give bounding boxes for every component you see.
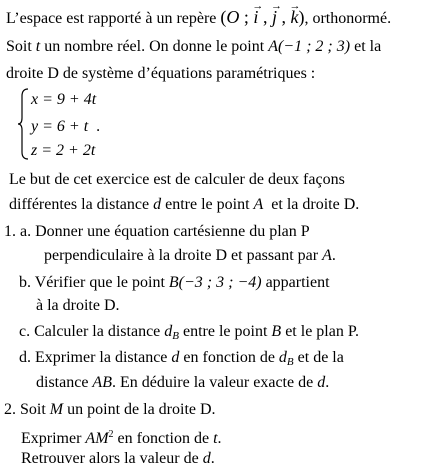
q1a-text: . <box>331 247 336 264</box>
var-t: t <box>213 430 218 447</box>
goal-text: différentes la distance <box>9 196 150 213</box>
q1d-text: et de la <box>297 349 344 366</box>
q1c-line <box>19 322 359 346</box>
repere-notation: (O ; → i , → j , → k) <box>220 7 304 27</box>
var-d: d <box>202 450 211 467</box>
q1b-text: appartient <box>265 274 330 291</box>
q1c-text: entre le point <box>183 323 268 340</box>
q1d-text: en fonction de <box>183 349 275 366</box>
intro-line-1 <box>6 7 391 29</box>
intro-text: et la <box>354 38 382 55</box>
q1a-text: perpendiculaire à la droite D et passant par <box>44 247 319 264</box>
equation-dot: . <box>96 118 101 135</box>
q2-text: un point de la droite D. <box>67 401 216 418</box>
q1d-line-1 <box>19 348 344 372</box>
q2-text: 2. Soit <box>4 401 46 418</box>
var-dB: d <box>278 349 287 366</box>
goal-text: entre le point <box>165 196 250 213</box>
q1b-line-1 <box>19 273 330 293</box>
q1a-line-1: 1. a. Donner une équation cartésienne du plan P <box>4 223 310 240</box>
equation-x: x = 9 + 4t <box>31 91 97 108</box>
q1b-text: b. Vérifier que le point <box>19 274 165 291</box>
q1d-text: d. Exprimer la distance <box>19 349 168 366</box>
q1d-line-2 <box>36 373 329 393</box>
q2-text: . <box>210 450 215 467</box>
equation-y <box>31 117 100 137</box>
var-d: d <box>317 374 326 391</box>
subscript-B: B <box>172 330 179 342</box>
point-M: M <box>49 401 64 418</box>
q1d-text: . En déduire la valeur exacte de <box>111 374 314 391</box>
segment-AB: AB <box>92 374 112 391</box>
segment-AM: AM <box>85 430 109 447</box>
var-t: t <box>35 38 41 55</box>
subscript-B: B <box>286 356 294 368</box>
point-B: B(−3 ; 3 ; −4) <box>168 274 262 291</box>
q1d-text: distance <box>36 374 89 391</box>
superscript-2: 2 <box>108 429 114 440</box>
point-B: B <box>271 323 282 340</box>
point-A: A <box>253 196 264 213</box>
intro-line-3: droite D de système d’équations paramétriques : <box>6 65 316 82</box>
var-d: d <box>153 196 162 213</box>
intro-line-2 <box>6 37 381 57</box>
var-d: d <box>171 349 180 366</box>
q1c-text: c. Calculer la distance <box>19 323 161 340</box>
goal-line-1: Le but de cet exercice est de calculer de deux façons <box>9 171 345 188</box>
left-brace-icon <box>17 88 29 160</box>
intro-text: un nombre réel. On donne le point <box>44 38 265 55</box>
var-dB: d <box>164 323 173 340</box>
equation-y-text: y = 6 + t <box>31 118 89 135</box>
equation-z: z = 2 + 2t <box>31 142 96 159</box>
q2-text: en fonction de <box>117 430 210 447</box>
q2-line-3 <box>21 449 215 469</box>
q2-text: Retrouver alors la valeur de <box>21 450 199 467</box>
q2-text: Exprimer <box>21 430 82 447</box>
goal-line-2 <box>9 195 359 215</box>
goal-text: et la droite D. <box>271 196 360 213</box>
q1d-text: . <box>325 374 330 391</box>
q2-line-1 <box>4 400 216 420</box>
point-A: A <box>322 247 332 264</box>
q2-text: . <box>217 430 222 447</box>
q1c-text: et le plan P. <box>285 323 359 340</box>
point-A: A(−1 ; 2 ; 3) <box>268 38 351 55</box>
intro-text: Soit <box>6 38 32 55</box>
q1b-line-2: à la droite D. <box>36 297 120 314</box>
intro-text: , orthonormé. <box>304 10 392 27</box>
intro-text: L’espace est rapporté à un repère <box>6 10 217 27</box>
q1a-line-2 <box>44 246 336 266</box>
q2-line-2 <box>21 425 222 449</box>
